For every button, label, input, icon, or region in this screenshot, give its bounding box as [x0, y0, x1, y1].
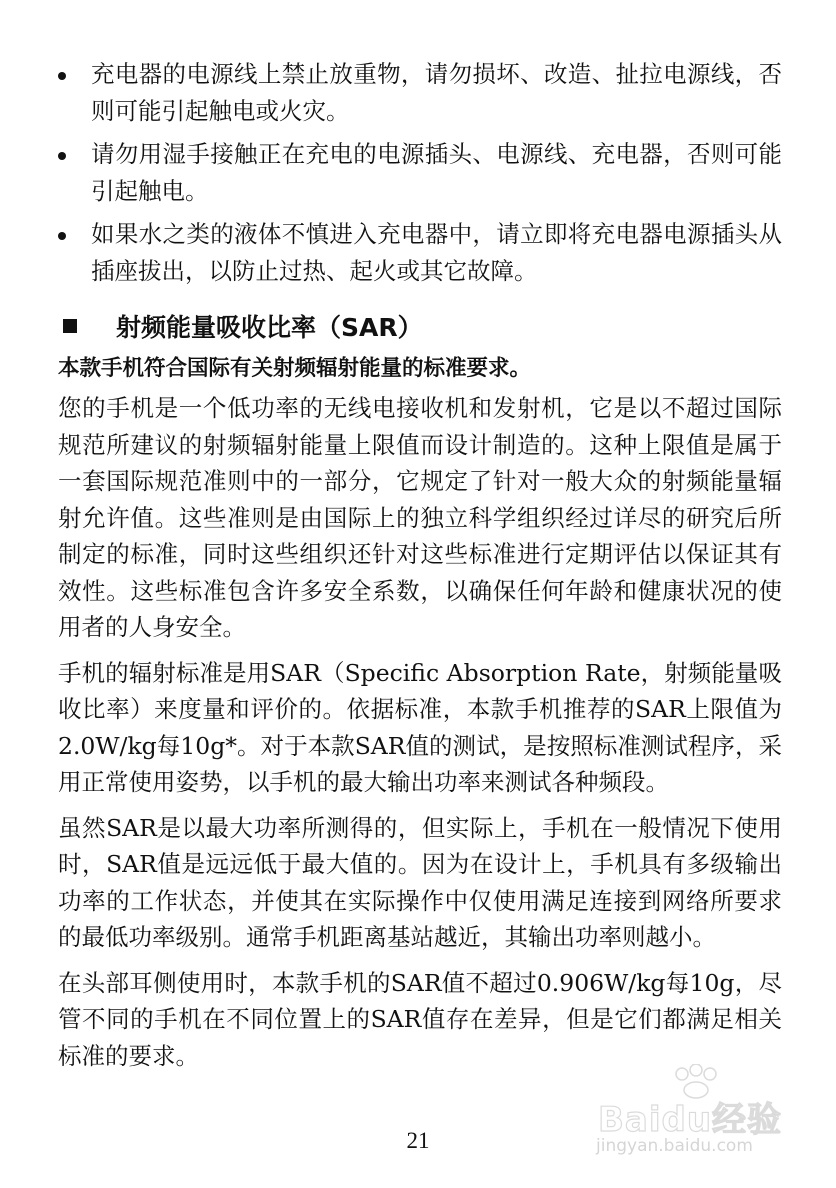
safety-bullet-list [58, 56, 782, 290]
page-number: 21 [406, 1128, 430, 1153]
bullet-dot-icon [58, 232, 66, 240]
black-square-icon [63, 319, 77, 333]
bullet-dot-icon [58, 72, 66, 80]
watermark-logo-text: Baidu经验 [598, 1100, 783, 1140]
bullet-text: 请勿用湿手接触正在充电的电源插头、电源线、充电器，否则可能引起触电。 [91, 140, 782, 205]
bullet-dot-icon [58, 152, 66, 160]
section-title: 射频能量吸收比率（SAR） [116, 313, 423, 342]
bullet-item [58, 216, 782, 290]
bullet-item [58, 56, 782, 130]
compliance-statement: 本款手机符合国际有关射频辐射能量的标准要求。 [58, 356, 532, 381]
bullet-text: 如果水之类的液体不慎进入充电器中，请立即将充电器电源插头从插座拔出，以防止过热、起火或其它故障。 [91, 220, 782, 285]
bullet-text: 充电器的电源线上禁止放重物，请勿损坏、改造、扯拉电源线，否则可能引起触电或火灾。 [91, 60, 782, 125]
paragraph-sar-power: 虽然SAR是以最大功率所测得的，但实际上，手机在一般情况下使用时，SAR值是远远低于最大值的。因为在设计上，手机具有多级输出功率的工作状态，并使其在实际操作中仅使用满足连接到网络所要求的最低功率级别。通常手机距离基站越近，其输出功率则越小。 [58, 813, 782, 951]
paragraph-sar-value: 在头部耳侧使用时，本款手机的SAR值不超过0.906W/kg每10g，尽管不同的手机在不同位置上的SAR值存在差异，但是它们都满足相关标准的要求。 [58, 968, 782, 1070]
bullet-item [58, 136, 782, 210]
paragraph-sar-standard: 手机的辐射标准是用SAR（Specific Absorption Rate，射频能量吸收比率）来度量和评价的。依据标准，本款手机推荐的SAR上限值为2.0W/kg每10g*。对于本款SAR值的测试，是按照标准测试程序，采用正常使用姿势，以手机的最大输出功率来测试各种频段。 [58, 658, 782, 796]
watermark-url: jingyan.baidu.com [596, 1136, 753, 1156]
sar-section-heading [58, 306, 782, 346]
paragraph-intro: 您的手机是一个低功率的无线电接收机和发射机，它是以不超过国际规范所建议的射频辐射能量上限值而设计制造的。这种上限值是属于一套国际规范准则中的一部分，它规定了针对一般大众的射频能量辐射允许值。这些准则是由国际上的独立科学组织经过详尽的研究后所制定的标准，同时这些组织还针对这些标准进行定期评估以保证其有效性。这些标准包含许多安全系数，以确保任何年龄和健康状况的使用者的人身安全。 [58, 394, 782, 641]
page-content [58, 56, 782, 1074]
